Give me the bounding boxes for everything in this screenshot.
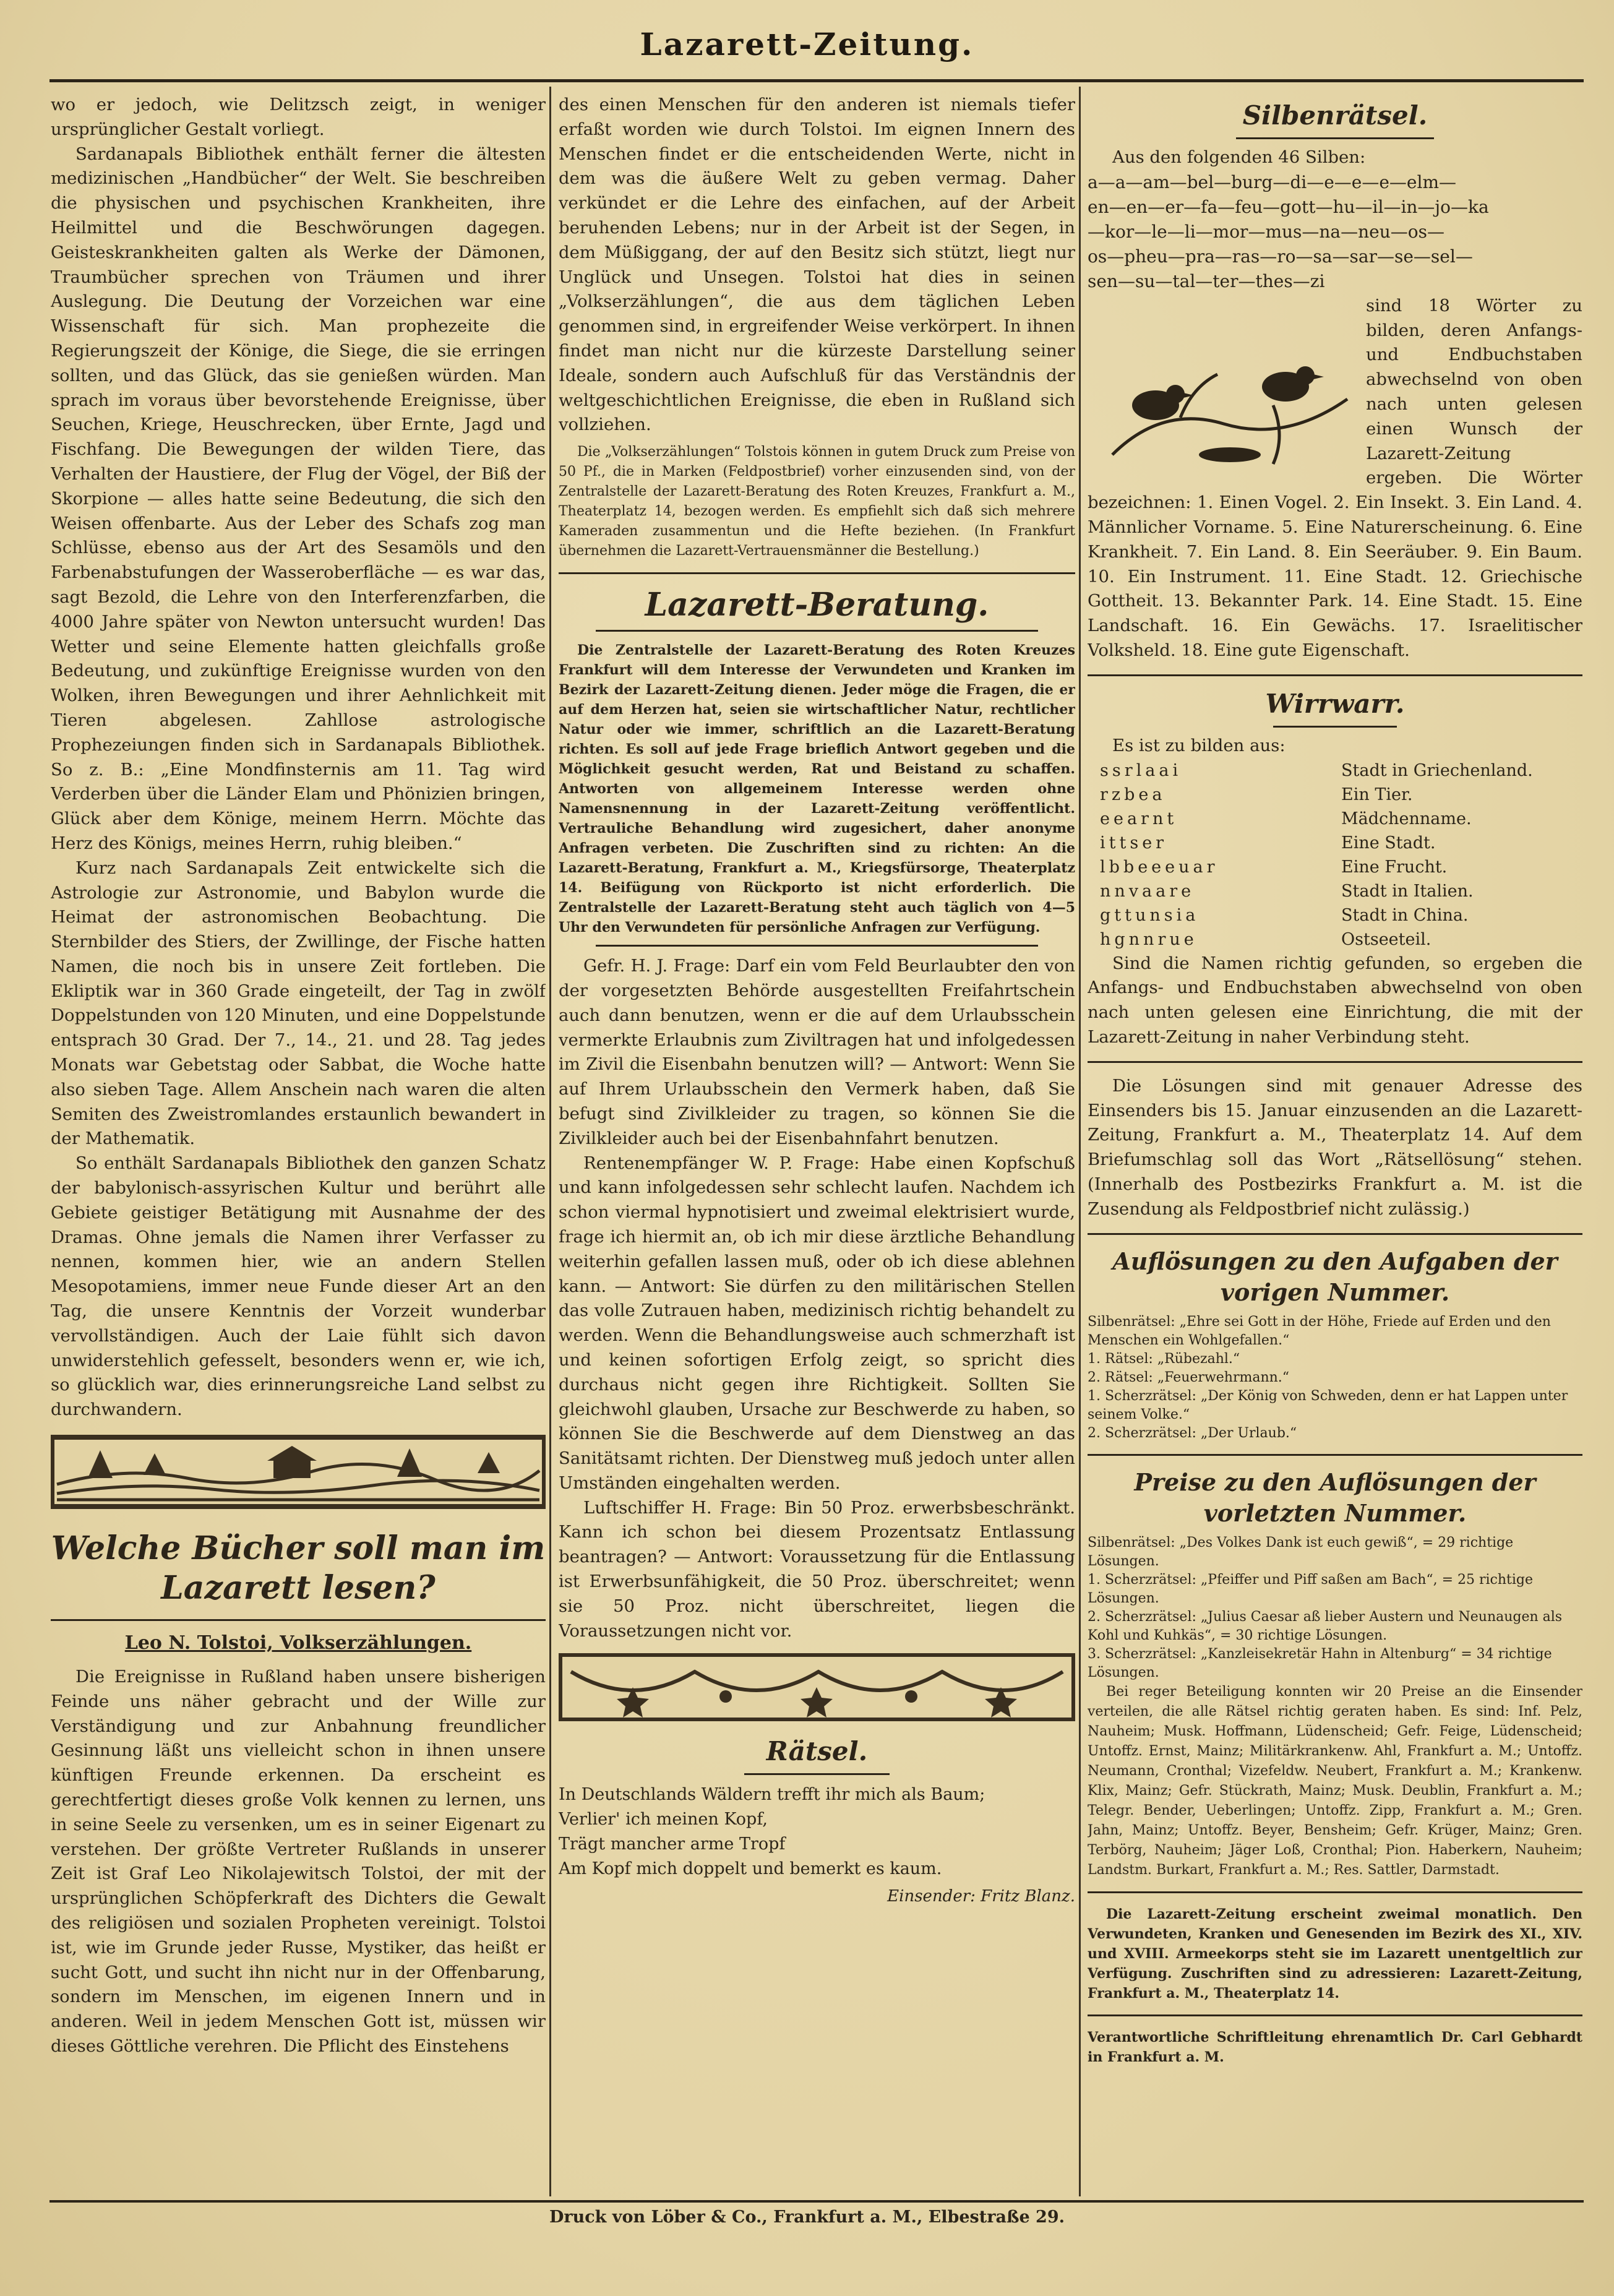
column-divider [549, 87, 551, 2196]
printer-footer: Druck von Löber & Co., Frankfurt a. M., Elbestraße 29. [549, 2208, 1065, 2227]
article-paragraph: So enthält Sardanapals Bibliothek den ganzen Schatz der babylonisch-assyrischen Kultur und berührt alle Gebiete geistiger Betätigung mit Ausnahme der des Dramas. Ohne jemals die Namen ihrer Verfasser zu nennen, kommen hier, wie an andern Stellen Mesopotamiens, immer neue Funde dieser Art an den Tag, die unsere Kenntnis der Vorzeit wunderbar vervollständigen. Auch der Laie fühlt sich davon unwiderstehlich gefesselt, besonders wenn er, wie ich, so glücklich war, dies erinnerungsreiche Land selbst zu durchwandern. [51, 1153, 546, 1420]
birds-illustration [1088, 331, 1360, 479]
column-3 [1088, 93, 1582, 2067]
silben-text: sind 18 Wörter zu bilden, deren Anfangs- und Endbuchstaben abwechselnd von oben nach unten gelesen einen Wunsch der Lazarett-Zeitung ergeben. Die Wörter bezeichnen: 1. Einen Vogel. 2. Ein Insekt. 3. Ein Land. 4. Männlicher Vorname. 5. Eine Naturerscheinung. 6. Eine Krankheit. 7. Ein Land. 8. Ein Seeräuber. 9. Ein Baum. 10. Ein Instrument. 11. Eine Stadt. 12. Griechische Gottheit. 13. Bekannter Park. 14. Eine Stadt. 15. Eine Landschaft. 16. Ein Gewächs. 17. Israelitischer Volksheld. 18. Eine gute Eigenschaft. [1088, 295, 1582, 660]
masthead: Lazarett-Zeitung. [640, 26, 974, 62]
qa-entry: Luftschiffer H. Frage: Bin 50 Proz. erwerbsbeschränkt. Kann ich schon bei diesem Prozentsatz Entlassung beantragen? — Antwort: Voraussetzung für die Entlassung ist Erwerbsunfähigkeit, die 50 Proz. überschreitet; wenn sie 50 Proz. nicht überschreitet, liegen die Voraussetzungen nicht vor. [559, 1497, 1075, 1641]
wirrwarr-intro: Es ist zu bilden aus: [1112, 735, 1286, 755]
divider [1088, 1061, 1582, 1063]
divider [1088, 1233, 1582, 1235]
editor-credit: Verantwortliche Schriftleitung ehrenamtlich Dr. Carl Gebhardt in Frankfurt a. M. [1088, 2029, 1582, 2065]
article-paragraph: wo er jedoch, wie Delitzsch zeigt, in weniger ursprünglicher Gestalt vorliegt. [51, 95, 546, 139]
prize-line: 1. Scherzrätsel: „Pfeiffer und Piff saßen am Bach“, = 25 richtige Lösungen. [1088, 1572, 1534, 1606]
syllable-line: a—a—am—bel—burg—di—e—e—e—elm— [1088, 171, 1457, 192]
syllable-line: sen—su—tal—ter—thes—zi [1088, 270, 1325, 291]
qa-entry: Gefr. H. J. Frage: Darf ein vom Feld Beurlaubter den von der vorgesetzten Behörde ausgestellten Freifahrtschein auch dann benutzen, wenn er die auf dem Urlaubsschein vermerkte Erlaubnis zum Ziviltragen hat und infolgedessen im Zivil die Eisenbahn benutzen will? — Antwort: Wenn Sie auf Ihrem Urlaubsschein den Vermerk haben, daß Sie befugt sind Zivilkleider zu tragen, so können Sie die Zivilkleider auch bei der Eisenbahnfahrt benutzen. [559, 956, 1075, 1148]
divider [51, 1619, 546, 1621]
qa-entry: Rentenempfänger W. P. Frage: Habe einen Kopfschuß und kann infolgedessen sehr schlecht laufen. Nachdem ich schon viermal hypnotisiert und zweimal elektrisiert wurde, frage ich hiermit an, ob ich mir diese ärztliche Behandlung weiterhin gefallen lassen muß, oder ob ich diese ablehnen kann. — Antwort: Sie dürfen zu den militärischen Stellen das volle Zutrauen haben, medizinisch richtig behandelt zu werden. Wenn die Behandlungsweise auch schmerzhaft ist und keinen sofortigen Erfolg zeigt, so spricht dies durchaus nicht gegen ihre Richtigkeit. Sollten Sie gleichwohl glauben, Ursache zur Beschwerde zu haben, so können Sie die Beschwerde auf dem Dienstweg an das Sanitätsamt richten. Der Dienstweg muß jedoch unter allen Umständen eingehalten werden. [559, 1153, 1075, 1493]
solution-line: 2. Rätsel: „Feuerwehrmann.“ [1088, 1369, 1290, 1385]
column-divider [1079, 87, 1081, 2196]
prize-line: 2. Scherzrätsel: „Julius Caesar aß lieber Austern und Neunaugen als Kohl und Kuhkäs“, = 30 richtige Lösungen. [1088, 1609, 1563, 1643]
top-rule [49, 79, 1584, 82]
divider [596, 630, 1038, 632]
solution-line: 1. Scherzrätsel: „Der König von Schweden, denn er hat Lappen unter seinem Volke.“ [1088, 1388, 1568, 1422]
beratung-intro: Die Zentralstelle der Lazarett-Beratung des Roten Kreuzes Frankfurt will dem Interesse der Verwundeten und Kranken im Bezirk der Lazarett-Zeitung dienen. Jeder möge die Fragen, die er auf dem Herzen hat, seien sie wirtschaftlicher Natur, rechtlicher Natur oder wie immer, schriftlich an die Lazarett-Beratung richten. Es soll auf jede Frage brieflich Antwort gegeben und die Möglichkeit gesucht werden, Rat und Beistand zu schaffen. Antworten von allgemeinem Interesse werden ohne Namensnennung in der Lazarett-Zeitung veröffentlicht. Vertrauliche Behandlung wird zugesichert, daher anonyme Anfragen verbeten. Die Zuschriften sind zu richten: An die Lazarett-Beratung, Frankfurt a. M., Kriegsfürsorge, Theaterplatz 14. Beifügung von Rückporto ist nicht erforderlich. Die Zentralstelle der Lazarett-Beratung steht auch täglich von 4—5 Uhr den Verwundeten für persönliche Anfragen zur Verfügung. [559, 642, 1075, 936]
wirrwarr-row: ittser Eine Stadt. [1100, 833, 1436, 853]
divider [596, 945, 1038, 947]
prize-line: Silbenrätsel: „Des Volkes Dank ist euch gewiß“, = 29 richtige Lösungen. [1088, 1534, 1514, 1569]
wirrwarr-row: gttunsia Stadt in China. [1100, 905, 1469, 925]
order-note: Die „Volkserzählungen“ Tolstois können in gutem Druck zum Preise von 50 Pf., die in Marken (Feldpostbrief) vorher einzusenden sind, von der Zentralstelle der Lazarett-Beratung des Roten Kreuzes, Frankfurt a. M., Theaterplatz 14, bezogen werden. Es empfiehlt sich daß sich mehrere Kameraden zusammentun und die Hefte beziehen. (In Frankfurt übernehmen die Lazarett-Vertrauensmänner die Bestellung.) [559, 444, 1075, 559]
syllable-list [1088, 170, 1582, 294]
divider [1088, 1454, 1582, 1456]
poem-line: Verlier' ich meinen Kopf, [559, 1810, 768, 1829]
article-paragraph: Sardanapals Bibliothek enthält ferner die ältesten medizinischen „Handbücher“ der Welt. Sie beschreiben die physischen und psychischen Krankheiten, ihre Heilmittel und die Beschwörungen dagegen. Geisteskrankheiten galten als Werke der Dämonen, Traumbücher sprechen von Träumen und ihrer Auslegung. Die Deutung der Vorzeichen war eine Wissenschaft für sich. Man prophezeite die Regierungszeit der Könige, die Siege, die sie erringen sollten, und das Glück, das sie genießen würden. Man sprach im voraus über bevorstehende Ereignisse, über Seuchen, Kriege, Heuschrecken, über Ernte, Jagd und Fischfang. Die Bewegungen der wilden Tiere, das Verhalten der Haustiere, der Flug der Vögel, der Biß der Skorpione — alles hatte seine Bedeutung, die sich den Weisen offenbarte. Aus der Leber des Schafs zog man Schlüsse, ebenso aus der Art des Sesamöls und den Farbenabstufungen der Wasseroberfläche — es war das, sagt Bezold, die Lehre von den Interferenzfarben, die 4000 Jahre später von Newton untersucht wurden! Das Wetter und seine Elemente hatten gleichfalls große Bedeutung, und zukünftige Ereignisse wurden von den Wolken, ihren Bewegungen und ihrer Aehnlichkeit mit Tieren abgelesen. Zahllose astrologische Prophezeiungen finden sich in Sardanapals Bibliothek. So z. B.: „Eine Mondfinsternis am 11. Tag wird Verderben über die Länder Elam und Phönizien bringen, Glück aber dem Könige, meinem Herrn. Möchte das Herz des Königs, meines Herrn, ruhig bleiben.“ [51, 144, 546, 853]
column-1 [51, 93, 546, 2059]
prize-winners: Bei reger Beteiligung konnten wir 20 Preise an die Einsender verteilen, die alle Rätsel richtig geraten haben. Es sind: Inf. Pelz, Nauheim; Musk. Hoffmann, Lüdenscheid; Gefr. Feige, Lüdenscheid; Untoffz. Ernst, Mainz; Militärkrankenw. Ahl, Frankfurt a. M.; Untoffz. Neumann, Cronthal; Vizefeldw. Neubert, Frankfurt a. M.; Krankenw. Klix, Mainz; Gefr. Stückrath, Mainz; Musk. Deublin, Frankfurt a. M.; Telegr. Bender, Ueberlingen; Untoffz. Zipp, Frankfurt a. M.; Gren. Jahn, Mainz; Untoffz. Beyer, Bensheim; Gefr. Krüger, Mainz; Gren. Terbörg, Nauheim; Jäger Loß, Cronthal; Pion. Haberkern, Nauheim; Landstm. Burkart, Frankfurt a. M.; Res. Sattler, Darmstadt. [1088, 1683, 1582, 1878]
riddle-sender: Einsender: Fritz Blanz. [887, 1887, 1075, 1906]
raetsel-title: Rätsel. [766, 1736, 868, 1767]
divider [1088, 2014, 1582, 2016]
divider [1273, 726, 1397, 728]
bottom-rule [49, 2200, 1584, 2203]
wirrwarr-table [1088, 759, 1582, 952]
poem-line: Trägt mancher arme Tropf [559, 1834, 786, 1854]
wirrwarr-row: nnvaare Stadt in Italien. [1100, 881, 1474, 901]
silben-title: Silbenrätsel. [1242, 100, 1428, 131]
books-section-title: Welche Bücher soll man im Lazarett lesen? [51, 1529, 546, 1607]
syllable-line: en—en—er—fa—feu—gott—hu—il—in—jo—ka [1088, 196, 1489, 217]
wirrwarr-row: eearnt Mädchenname. [1100, 809, 1472, 828]
prizes-list [1088, 1534, 1582, 1682]
divider [1088, 1891, 1582, 1893]
wirrwarr-title: Wirrwarr. [1265, 688, 1405, 719]
solution-line: 2. Scherzrätsel: „Der Urlaub.“ [1088, 1425, 1297, 1441]
publication-info: Die Lazarett-Zeitung erscheint zweimal monatlich. Den Verwundeten, Kranken und Genesenden im Bezirk des XI., XIV. und XVIII. Armeekorps steht sie im Lazarett unentgeltlich zur Verfügung. Zuschriften sind zu adressieren: Lazarett-Zeitung, Frankfurt a. M., Theaterplatz 14. [1088, 1906, 1582, 2001]
riddle-poem [559, 1782, 1075, 1881]
preise-title: Preise zu den Auflösungen der vorletzten Nummer. [1134, 1468, 1536, 1527]
wirrwarr-row: ssrlaai Stadt in Griechenland. [1100, 760, 1533, 780]
solutions-list [1088, 1313, 1582, 1443]
solution-line: 1. Rätsel: „Rübezahl.“ [1088, 1351, 1240, 1367]
syllable-line: —kor—le—li—mor—mus—na—neu—os— [1088, 221, 1444, 242]
solutions-instructions: Die Lösungen sind mit genauer Adresse des Einsenders bis 15. Januar einzusenden an die Lazarett-Zeitung, Frankfurt a. M., Theaterplatz 14. Auf dem Briefumschlag soll das Wort „Rätsellösung“ stehen. (Innerhalb des Postbezirks Frankfurt a. M. ist die Zusendung als Feldpostbrief nicht zulässig.) [1088, 1075, 1582, 1219]
wirrwarr-row: hgnnrue Ostseeteil. [1100, 929, 1432, 949]
syllable-line: os—pheu—pra—ras—ro—sa—sar—se—sel— [1088, 246, 1473, 267]
article-paragraph: des einen Menschen für den anderen ist niemals tiefer erfaßt worden wie durch Tolstoi. Im eignen Innern des Menschen findet er die entscheidenden Werte, nicht in dem was die äußere Welt zu geben vermag. Daher verkündet er die Lehre des einfachen, auf der Arbeit beruhenden Lebens; nur in der Arbeit ist der Segen, in dem Müßiggang, der auf den Besitz sich stützt, liegt nur Unglück und Unsegen. Tolstoi hat dies in seinen „Volkserzählungen“, die aus dem täglichen Leben genommen sind, in ergreifender Weise verkörpert. In ihnen findet man nicht nur die kürzeste Darstellung seiner Ideale, sondern auch Aufschluß für das Verständnis der weltgeschichtlichen Ereignisse, die eben in Rußland sich vollziehen. [559, 95, 1075, 435]
article-paragraph: Kurz nach Sardanapals Zeit entwickelte sich die Astrologie zur Astronomie, und Babylon wurde die Heimat der astronomischen Beobachtung. Die Sternbilder des Stiers, der Zwillinge, der Fische hatten Namen, die noch bis in unsere Zeit fortleben. Die Ekliptik war in 360 Grade eingeteilt, der Tag in zwölf Doppelstunden von 120 Minuten, und eine Doppelstunde entsprach 30 Grad. Der 7., 14., 21. und 28. Tag jedes Monats war Gebetstag oder Sabbat, die Woche hatte also sieben Tage. Allem Anschein nach waren die alten Semiten des Zweistromlandes erstaunlich bewandert in der Mathematik. [51, 858, 546, 1149]
wirrwarr-text: Sind die Namen richtig gefunden, so ergeben die Anfangs- und Endbuchstaben abwechselnd von oben nach unten gelesen eine Einrichtung, die mit der Lazarett-Zeitung in naher Verbindung steht. [1088, 953, 1582, 1047]
divider [559, 572, 1075, 574]
poem-line: In Deutschlands Wäldern trefft ihr mich als Baum; [559, 1785, 985, 1805]
prize-line: 3. Scherzrätsel: „Kanzleisekretär Hahn in Altenburg“ = 34 richtige Lösungen. [1088, 1646, 1552, 1680]
landscape-ornament [51, 1435, 546, 1509]
solution-line: Silbenrätsel: „Ehre sei Gott in der Höhe, Friede auf Erden und den Menschen ein Wohlgefallen.“ [1088, 1314, 1551, 1348]
divider [744, 1773, 890, 1775]
poem-line: Am Kopf mich doppelt und bemerkt es kaum. [559, 1859, 942, 1879]
wirrwarr-row: rzbea Ein Tier. [1100, 785, 1413, 804]
column-2 [559, 93, 1075, 1909]
silben-intro: Aus den folgenden 46 Silben: [1112, 147, 1366, 167]
books-subtitle: Leo N. Tolstoi, Volkserzählungen. [124, 1632, 472, 1654]
beratung-title: Lazarett-Beratung. [645, 586, 989, 624]
article-paragraph: Die Ereignisse in Rußland haben unsere bisherigen Feinde uns näher gebracht und der Wille zur Verständigung und zur Anbahnung freundlicher Gesinnung läßt uns vielleicht schon in ihnen unsere künftigen Freunde erkennen. Da erscheint es gerechtfertigt dieses große Volk kennen zu lernen, uns in seine Seele zu versenken, um es in seiner Eigenart zu verstehen. Der größte Vertreter Rußlands in unserer Zeit ist Graf Leo Nikolajewitsch Tolstoi, der mit der ursprünglichen Schöpferkraft des Dichters die Gewalt des religiösen und sozialen Propheten vereinigt. Tolstoi ist, wie im Grunde jeder Russe, Mystiker, das heißt er sucht Gott, und sucht ihn nicht nur in der Offenbarung, sondern im Menschen, im eigenen Innern und in anderen. Weil in jedem Menschen Gott ist, müssen wir dieses Göttliche verehren. Die Pflicht des Einstehens [51, 1667, 546, 2056]
aufloesungen-title: Auflösungen zu den Aufgaben der vorigen Nummer. [1112, 1247, 1558, 1306]
divider [1236, 137, 1434, 139]
wirrwarr-row: lbbeeeuar Eine Frucht. [1100, 857, 1448, 877]
divider [1088, 674, 1582, 676]
garland-ornament [559, 1653, 1075, 1721]
